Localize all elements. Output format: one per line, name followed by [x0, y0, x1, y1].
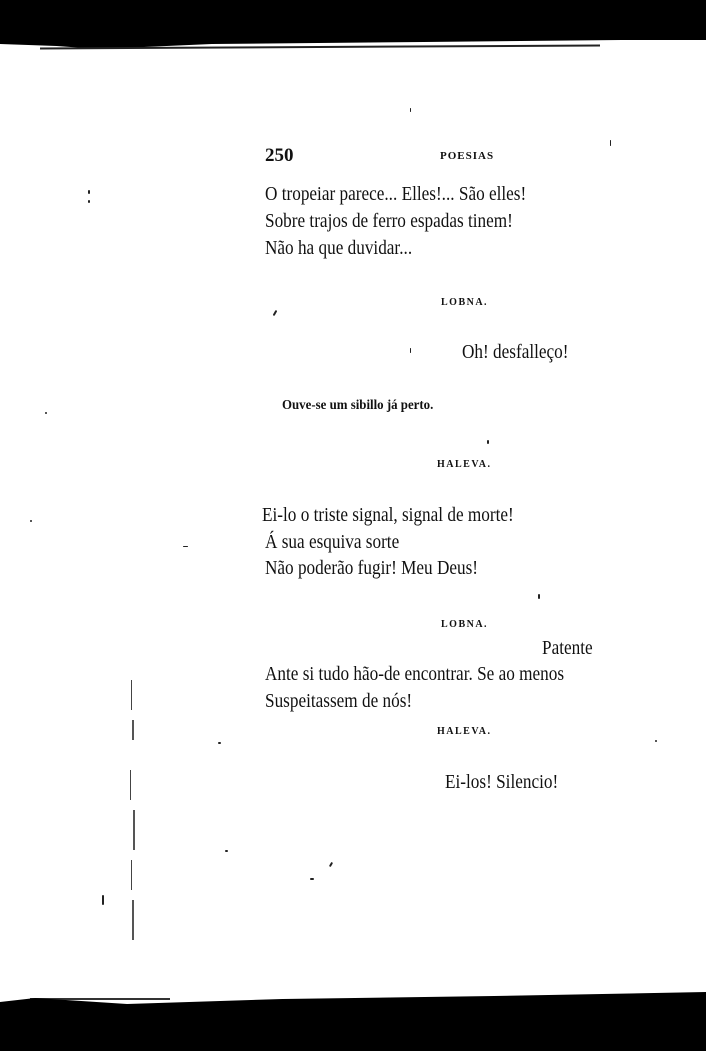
scan-speck — [273, 310, 278, 316]
scan-border-top — [0, 0, 706, 48]
verse-line: Ei-los! Silencio! — [445, 771, 559, 793]
verse-line: Suspeitassem de nós! — [265, 690, 413, 712]
scan-speck — [88, 190, 90, 194]
scan-speck — [610, 140, 611, 146]
scan-speck — [410, 108, 411, 112]
scan-speck — [88, 200, 90, 203]
scan-speck — [45, 412, 47, 414]
verse-line: Sobre trajos de ferro espadas tinem! — [265, 210, 513, 232]
verse-line: Não poderão fugir! Meu Deus! — [265, 557, 479, 579]
speaker-name: HALEVA. — [437, 459, 492, 470]
page-number: 250 — [265, 145, 294, 166]
verse-line: Patente — [542, 637, 593, 659]
scan-speck — [102, 895, 104, 905]
scan-speck — [655, 740, 657, 742]
verse-line: Não ha que duvidar... — [265, 237, 413, 259]
running-head: POESIAS — [440, 150, 495, 162]
speaker-name: LOBNA. — [441, 619, 489, 630]
verse-line: O tropeiar parece... Elles!... São elles! — [265, 183, 527, 205]
scan-speck — [329, 862, 333, 867]
verse-line: Ei-lo o triste signal, signal de morte! — [262, 504, 514, 526]
scan-speck — [225, 850, 228, 852]
verse-line: Oh! desfalleço! — [462, 341, 569, 363]
scan-speck — [183, 546, 188, 547]
verse-line: Á sua esquiva sorte — [265, 531, 400, 553]
scan-speck — [538, 594, 540, 599]
scan-speck — [310, 878, 314, 880]
verse-line: Ante si tudo hão-de encontrar. Se ao menos — [265, 663, 565, 685]
scan-speck — [487, 440, 489, 444]
scan-margin-marks — [128, 680, 138, 950]
stage-direction: Ouve-se um sibillo já perto. — [282, 398, 434, 413]
scan-speck — [410, 348, 411, 353]
speaker-name: LOBNA. — [441, 297, 489, 308]
scan-speck — [218, 742, 221, 744]
scan-speck — [30, 520, 32, 522]
speaker-name: HALEVA. — [437, 726, 492, 737]
